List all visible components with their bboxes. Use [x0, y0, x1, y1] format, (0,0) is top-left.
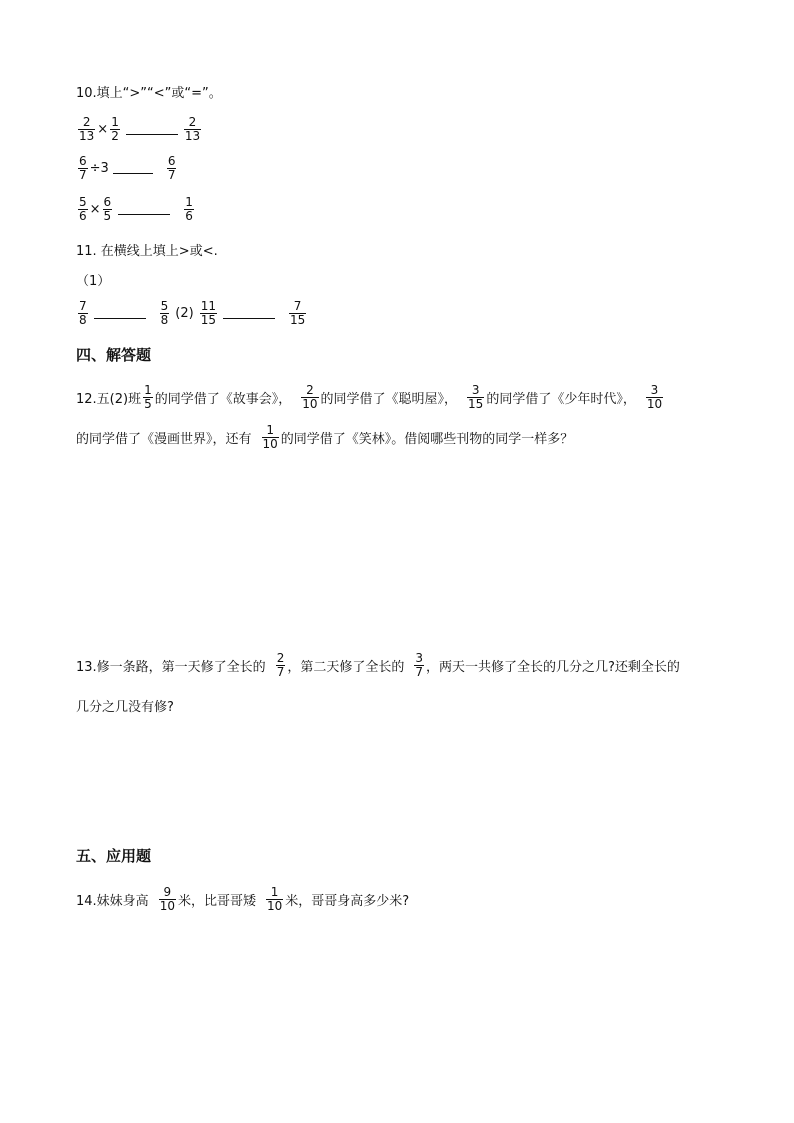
fraction [184, 196, 194, 223]
q10-title: 10.填上“>”“<”或“=”。 [76, 86, 222, 101]
fraction [266, 886, 283, 913]
denominator: 8 [79, 313, 87, 327]
numerator: 1 [144, 383, 152, 397]
denominator: 15 [289, 313, 306, 327]
q12-text: 12.五(2)班 [76, 392, 142, 407]
answer-blank[interactable] [118, 214, 170, 215]
q14-line [76, 886, 409, 913]
numerator: 7 [293, 299, 302, 313]
q13-line-2 [76, 696, 174, 715]
denominator: 7 [167, 168, 176, 182]
numerator: 7 [79, 299, 87, 313]
numerator: 3 [415, 651, 423, 665]
numerator: 1 [270, 885, 279, 899]
q10-row-3 [76, 196, 196, 223]
denominator: 10 [646, 397, 663, 411]
numerator: 6 [103, 195, 112, 209]
q13-text: 13.修一条路，第一天修了全长的 [76, 660, 266, 675]
q11-row [76, 300, 308, 327]
q11-title-line [76, 240, 218, 259]
denominator: 5 [103, 209, 112, 223]
denominator: 10 [262, 437, 278, 451]
denominator: 10 [159, 899, 175, 913]
denominator: 6 [185, 209, 193, 223]
fraction [301, 384, 318, 411]
denominator: 10 [266, 899, 283, 913]
denominator: 5 [144, 397, 152, 411]
q10-title-line [76, 82, 222, 101]
numerator: 2 [188, 115, 197, 129]
q13-text: 几分之几没有修? [76, 700, 174, 715]
section-4-heading [76, 344, 151, 365]
fraction [143, 384, 153, 411]
denominator: 13 [184, 129, 201, 143]
numerator: 2 [276, 651, 285, 665]
q12-line-2 [76, 424, 573, 451]
fraction [200, 300, 217, 327]
fraction [467, 384, 484, 411]
numerator: 11 [200, 299, 216, 313]
fraction [276, 652, 286, 679]
q12-text: 的同学借了《故事会》， [154, 392, 292, 407]
fraction [159, 886, 176, 913]
q10-row-2 [76, 155, 178, 182]
fraction [78, 300, 88, 327]
q14-text: 米，哥哥身高多少米? [285, 894, 410, 909]
denominator: 10 [302, 397, 318, 411]
fraction [167, 155, 177, 182]
q12-text: 的同学借了《聪明屋》， [320, 392, 458, 407]
denominator: 8 [160, 313, 169, 327]
operator: ÷3 [89, 161, 109, 176]
fraction [262, 424, 279, 451]
numerator: 2 [306, 383, 314, 397]
q11-part1-label-line [76, 270, 110, 289]
numerator: 3 [650, 383, 659, 397]
section-title: 四、解答题 [76, 346, 152, 364]
numerator: 6 [167, 154, 176, 168]
numerator: 3 [471, 383, 480, 397]
denominator: 15 [468, 397, 484, 411]
numerator: 1 [266, 423, 274, 437]
q12-line-1 [76, 384, 665, 411]
q13-text: ，第二天修了全长的 [287, 660, 405, 675]
answer-blank[interactable] [94, 318, 146, 319]
answer-blank[interactable] [113, 173, 153, 174]
q11-title: 11. 在横线上填上>或<. [76, 244, 218, 259]
fraction [103, 196, 113, 223]
denominator: 7 [79, 168, 87, 182]
q12-text: 的同学借了《漫画世界》，还有 [76, 432, 252, 447]
section-title: 五、应用题 [76, 847, 152, 865]
q14-text: 14.妹妹身高 [76, 894, 149, 909]
denominator: 2 [111, 129, 119, 143]
numerator: 9 [163, 885, 172, 899]
denominator: 7 [276, 665, 285, 679]
denominator: 15 [200, 313, 216, 327]
denominator: 7 [415, 665, 423, 679]
q14-text: 米，比哥哥矮 [177, 894, 256, 909]
q11-part2-label: (2) [175, 306, 194, 321]
fraction [289, 300, 306, 327]
q12-text: 的同学借了《笑林》。借阅哪些刊物的同学一样多？ [280, 432, 574, 447]
q11-part1-label: （1） [76, 274, 111, 289]
numerator: 1 [111, 115, 119, 129]
fraction [110, 116, 120, 143]
answer-blank[interactable] [126, 134, 178, 135]
numerator: 6 [79, 154, 87, 168]
denominator: 13 [79, 129, 95, 143]
fraction [78, 196, 88, 223]
fraction [184, 116, 201, 143]
fraction [160, 300, 170, 327]
denominator: 6 [79, 209, 87, 223]
q13-text: ，两天一共修了全长的几分之几?还剩全长的 [425, 660, 680, 675]
operator: × [89, 202, 101, 217]
numerator: 5 [160, 299, 169, 313]
answer-blank[interactable] [223, 318, 275, 319]
q12-text: 的同学借了《少年时代》， [486, 392, 636, 407]
fraction [414, 652, 424, 679]
fraction [78, 155, 88, 182]
numerator: 5 [79, 195, 87, 209]
section-5-heading [76, 845, 151, 866]
q10-row-1 [76, 116, 203, 143]
fraction [78, 116, 95, 143]
q13-line-1 [76, 652, 680, 679]
fraction [646, 384, 663, 411]
numerator: 1 [185, 195, 193, 209]
operator: × [97, 122, 109, 137]
numerator: 2 [82, 115, 91, 129]
